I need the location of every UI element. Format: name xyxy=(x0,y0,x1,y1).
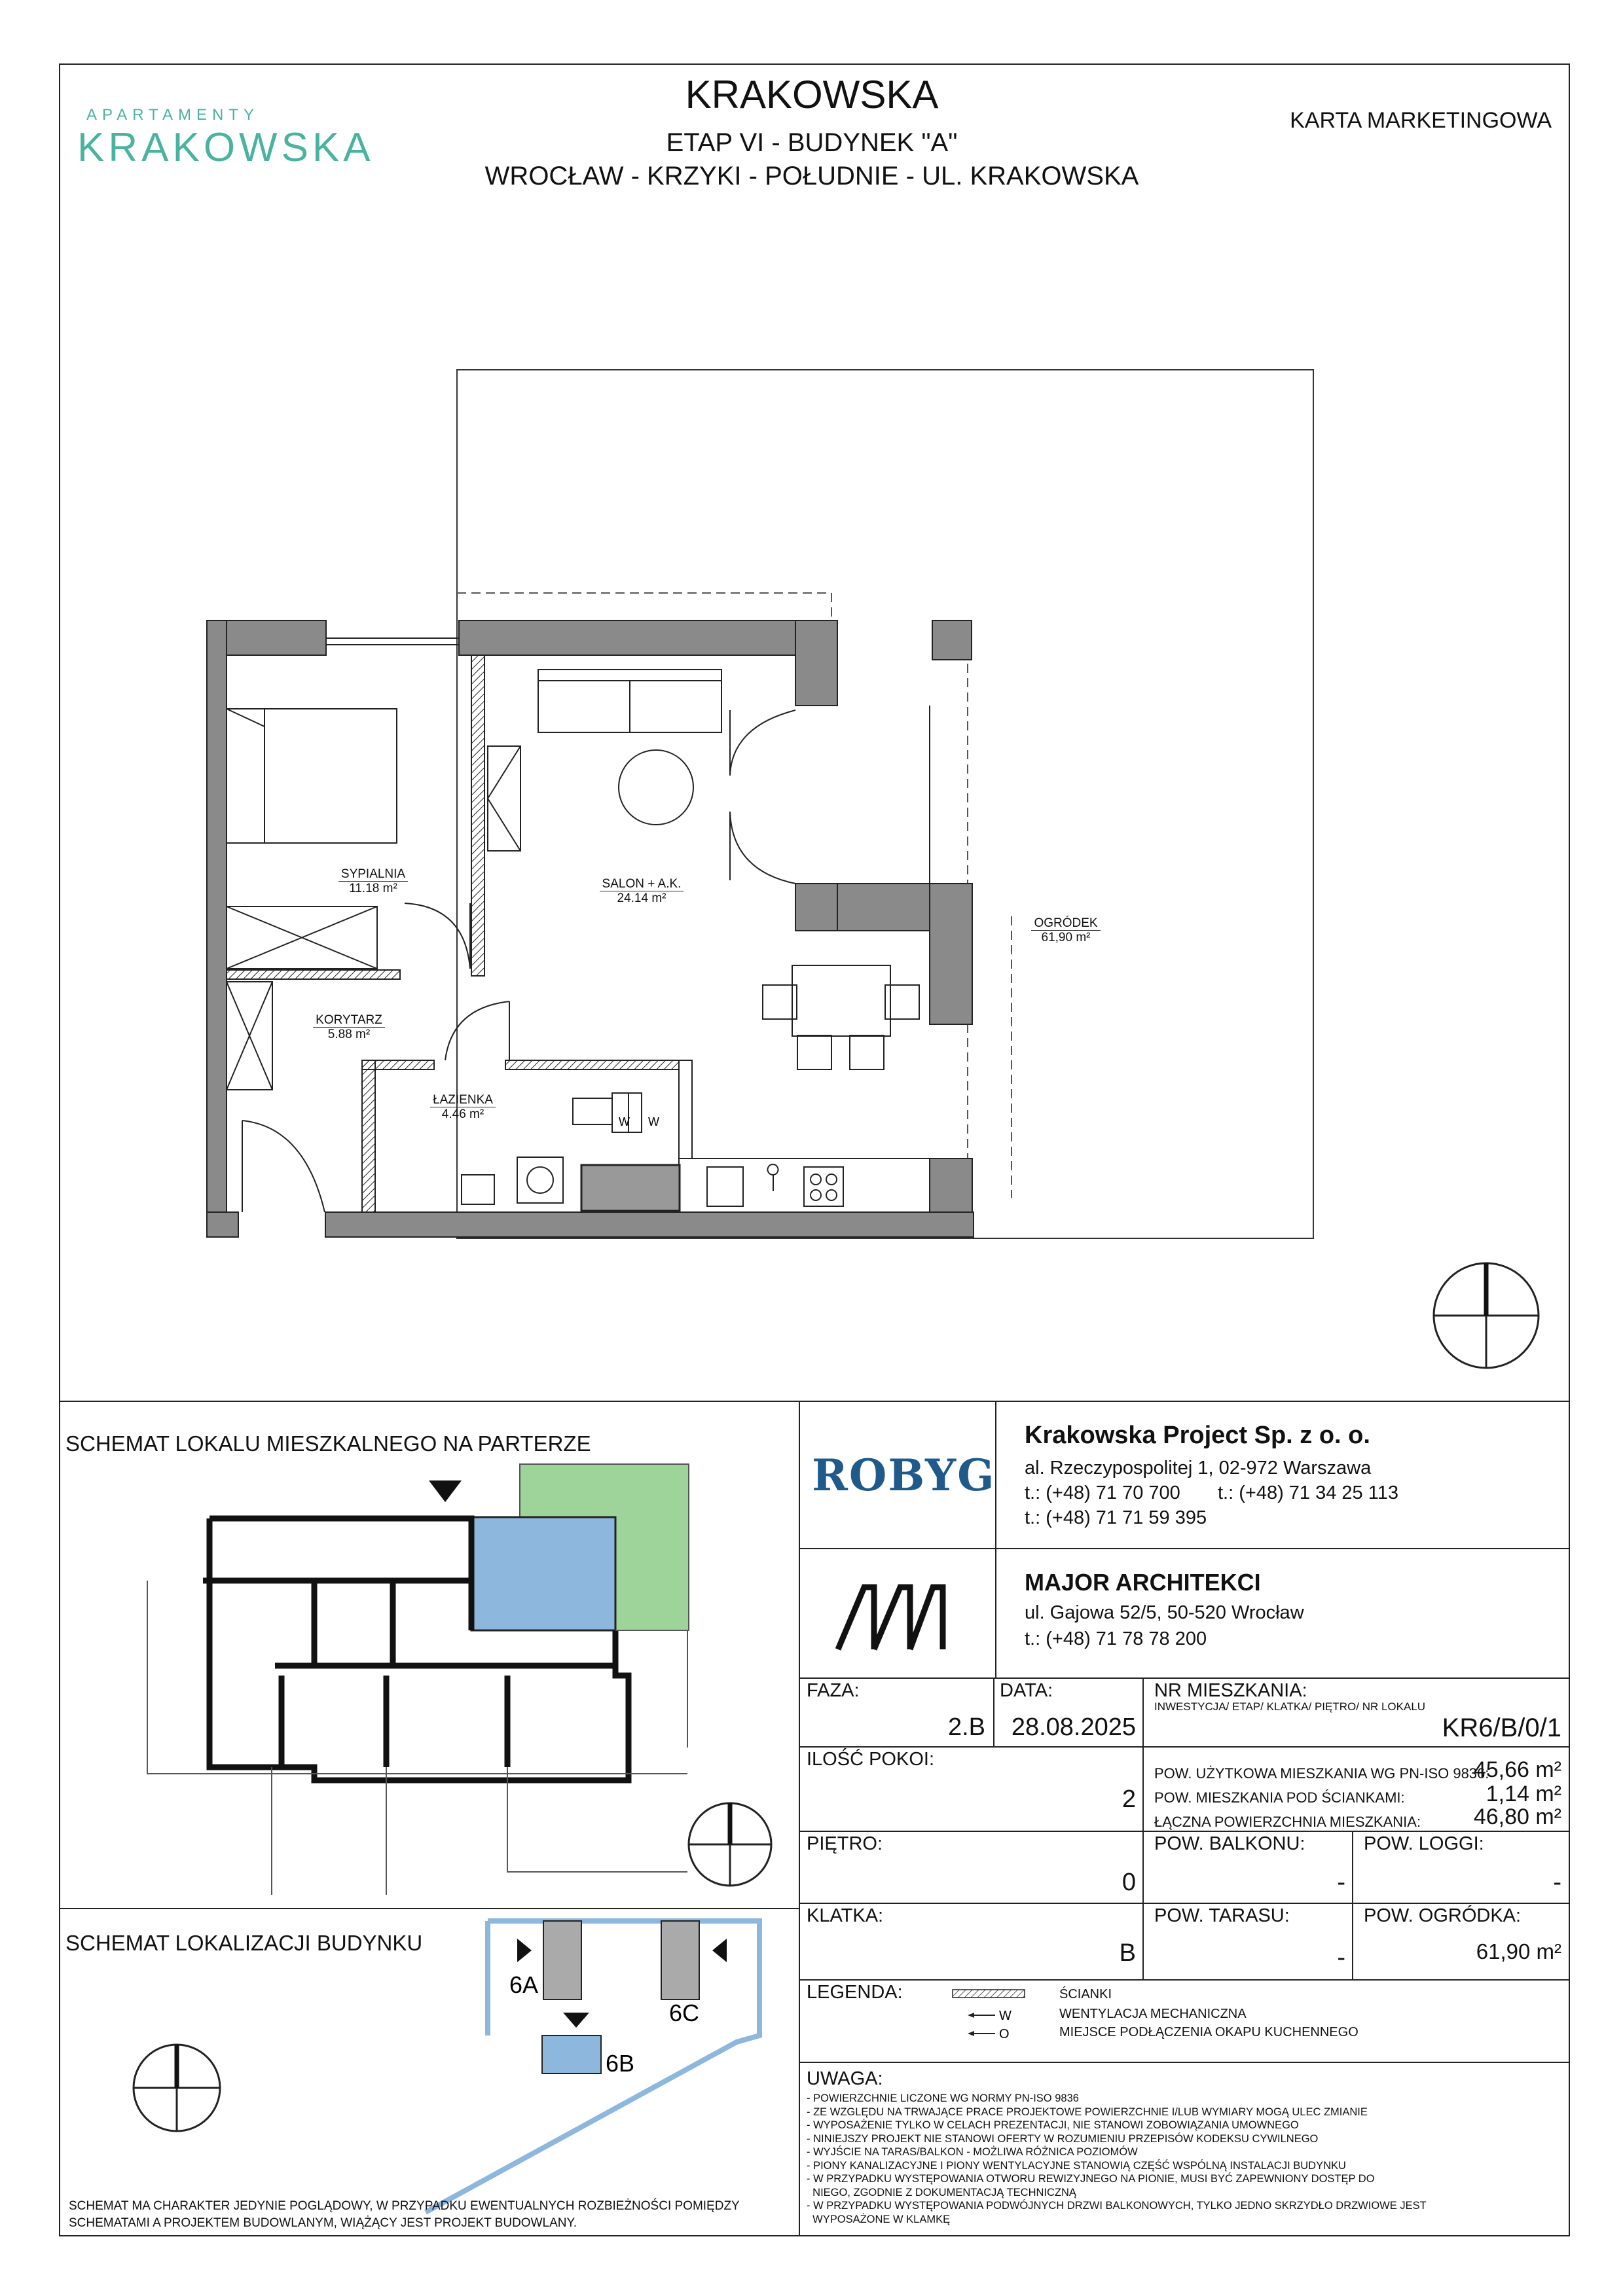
usable-area-value: 45,66 m² xyxy=(1473,1757,1561,1782)
divider-h-dev xyxy=(799,1548,1570,1549)
apartment-number-value: KR6/B/0/1 xyxy=(1442,1713,1561,1742)
legend-item-hood: MIEJSCE PODŁĄCZENIA OKAPU KUCHENNEGO xyxy=(1059,2025,1359,2039)
room-name: KORYTARZ xyxy=(313,1013,385,1028)
data-label: DATA: xyxy=(1000,1680,1053,1701)
legend-symbols xyxy=(949,1986,1054,2052)
note-item: - NINIEJSZY PROJEKT NIE STANOWI OFERTY W ROZUMIENIU PRZEPISÓW KODEKSU CYWILNEGO xyxy=(807,2132,1319,2145)
dining-table xyxy=(792,965,890,1036)
arrow-6B-icon xyxy=(563,2013,589,2028)
stair-value: B xyxy=(1119,1939,1136,1967)
room-name: SALON + A.K. xyxy=(600,877,684,891)
note-item: - WYPOSAŻENIE TYLKO W CELACH PREZENTACJI, NIE STANOWI ZOBOWIĄZANIA UMOWNEGO xyxy=(807,2119,1299,2131)
loggia-value: - xyxy=(1553,1869,1561,1896)
building-6B-label: 6B xyxy=(606,2050,635,2077)
divider-v-balcony xyxy=(1352,1831,1353,1979)
page-subtitle-location: WROCŁAW - KRZYKI - POŁUDNIE - UL. KRAKOWSKA xyxy=(484,162,1139,190)
faza-value: 2.B xyxy=(947,1713,985,1741)
divider-v-main xyxy=(799,1401,800,2236)
building-6B xyxy=(542,2036,601,2073)
divider-h-arch xyxy=(799,1677,1570,1679)
floor-label: PIĘTRO: xyxy=(807,1833,883,1854)
vent-mark-1: W xyxy=(619,1115,630,1128)
terrace-value: - xyxy=(1337,1944,1345,1971)
legend-item-ventilation: WENTYLACJA MECHANICZNA xyxy=(1059,2007,1247,2021)
note-item: - W PRZYPADKU WYSTĘPOWANIA OTWORU REWIZYJNEGO NA PIONIE, MUSI BYĆ ZAPEWNIONY DOSTĘP DO xyxy=(807,2173,1375,2185)
location-scheme xyxy=(0,0,799,2236)
major-architekci-logo xyxy=(835,1581,949,1653)
room-name: ŁAZIENKA xyxy=(430,1093,496,1107)
robyg-logo: ROBYG xyxy=(812,1450,996,1501)
note-item: WYPOSAŻONE W KLAMKĘ xyxy=(807,2213,951,2225)
floor-value: 0 xyxy=(1122,1869,1136,1896)
note-item: - POWIERZCHNIE LICZONE WG NORMY PN-ISO 9836 xyxy=(807,2092,1079,2104)
card-type-label: KARTA MARKETINGOWA xyxy=(1290,108,1552,133)
wall-hatch-symbol xyxy=(953,1990,1025,1998)
ground-floor-scheme-title: SCHEMAT LOKALU MIESZKALNEGO NA PARTERZE xyxy=(65,1431,591,1456)
area-under-walls-label: POW. MIESZKANIA POD ŚCIANKAMI: xyxy=(1154,1789,1405,1806)
architect-phone: t.: (+48) 71 78 78 200 xyxy=(1025,1628,1207,1649)
garden-area-label: POW. OGRÓDKA: xyxy=(1364,1905,1522,1926)
total-area-label: ŁĄCZNA POWIERZCHNIA MIESZKANIA: xyxy=(1154,1814,1421,1830)
location-scheme-title: SCHEMAT LOKALIZACJI BUDYNKU xyxy=(65,1931,423,1955)
note-item: - ZE WZGLĘDU NA TRWAJĄCE PRACE PROJEKTOWE POWIERZCHNIE I/LUB WYMIARY MOGĄ ULEC ZMIANIE xyxy=(807,2106,1368,2118)
room-area: 24.14 m² xyxy=(617,891,666,905)
room-name: OGRÓDEK xyxy=(1031,916,1100,931)
developer-phone-2: t.: (+48) 71 34 25 113 xyxy=(1218,1482,1398,1503)
note-item: - W PRZYPADKU WYSTĘPOWANIA PODWÓJNYCH DRZWI BALKONOWYCH, TYLKO JEDNO SKRZYDŁO DRZWIOWE JEST xyxy=(807,2200,1427,2212)
divider-h-faza xyxy=(799,1746,1570,1748)
architect-address: ul. Gajowa 52/5, 50-520 Wrocław xyxy=(1025,1602,1304,1623)
divider-v-faza xyxy=(993,1677,994,1746)
divider-v-arch xyxy=(995,1548,996,1677)
stair-label: KLATKA: xyxy=(807,1905,884,1926)
location-compass-icon xyxy=(134,2045,220,2131)
architect-name: MAJOR ARCHITEKCI xyxy=(1025,1569,1261,1596)
developer-phone-1: t.: (+48) 71 70 700 xyxy=(1025,1482,1180,1503)
arrow-6C-icon xyxy=(712,1939,727,1962)
scheme-disclaimer: SCHEMAT MA CHARAKTER JEDYNIE POGLĄDOWY, W PRZYPADKU EWENTUALNYCH ROZBIEŻNOŚCI POMIĘDZY SCHEMATAMI A PROJEKTEM BUDOWLANYM, WIĄŻĄCY JEST PROJEKT BUDOWLANY. xyxy=(69,2199,740,2230)
room-area: 4.46 m² xyxy=(441,1107,484,1121)
area-under-walls-value: 1,14 m² xyxy=(1486,1782,1561,1806)
total-area-value: 46,80 m² xyxy=(1473,1804,1561,1829)
legend-item-walls: ŚCIANKI xyxy=(1059,1987,1112,2001)
developer-name: Krakowska Project Sp. z o. o. xyxy=(1025,1422,1370,1449)
notes-title: UWAGA: xyxy=(807,2068,883,2089)
balcony-value: - xyxy=(1337,1869,1345,1896)
balcony-label: POW. BALKONU: xyxy=(1154,1833,1305,1854)
arrow-6A-icon xyxy=(517,1939,532,1962)
logo-top-text: APARTAMENTY xyxy=(86,106,260,124)
note-item: NIEGO, ZGODNIE Z DOKUMENTACJĄ TECHNICZNĄ xyxy=(807,2186,1076,2198)
apartment-number-sub: INWESTYCJA/ ETAP/ KLATKA/ PIĘTRO/ NR LOKALU xyxy=(1154,1700,1426,1713)
room-name: SYPIALNIA xyxy=(338,867,408,882)
divider-h-legend xyxy=(799,2062,1570,2063)
building-6A-label: 6A xyxy=(509,1971,539,1998)
divider-h-rooms xyxy=(799,1831,1570,1832)
hood-symbol-o: O xyxy=(999,2027,1010,2041)
divider-h-stair xyxy=(799,1979,1570,1981)
vent-symbol-w: W xyxy=(999,2009,1012,2023)
vent-mark-2: W xyxy=(648,1115,659,1128)
terrace-label: POW. TARASU: xyxy=(1154,1905,1290,1926)
rooms-count-value: 2 xyxy=(1122,1785,1136,1813)
apartment-number-label: NR MIESZKANIA: xyxy=(1154,1680,1307,1701)
divider-v-rooms xyxy=(1142,1746,1144,1979)
rooms-count-label: ILOŚĆ POKOI: xyxy=(807,1749,934,1770)
room-area: 11.18 m² xyxy=(349,882,397,895)
legend-title: LEGENDA: xyxy=(807,1982,903,2003)
developer-phone-3: t.: (+48) 71 71 59 395 xyxy=(1025,1507,1207,1528)
page-title: KRAKOWSKA xyxy=(685,73,939,117)
data-value: 28.08.2025 xyxy=(1011,1713,1136,1741)
garden-area-value: 61,90 m² xyxy=(1476,1939,1561,1964)
developer-address: al. Rzeczypospolitej 1, 02-972 Warszawa xyxy=(1025,1458,1372,1479)
room-label-garden xyxy=(1027,916,1105,945)
loggia-label: POW. LOGGI: xyxy=(1364,1833,1484,1854)
logo-bottom-text: KRAKOWSKA xyxy=(77,125,374,170)
building-6C xyxy=(661,1921,699,2000)
usable-area-label: POW. UŻYTKOWA MIESZKANIA WG PN-ISO 9836: xyxy=(1154,1765,1489,1782)
divider-h-floor xyxy=(799,1903,1570,1904)
note-item: - WYJŚCIE NA TARAS/BALKON - MOŻLIWA RÓŻNICA POZIOMÓW xyxy=(807,2146,1138,2158)
faza-label: FAZA: xyxy=(807,1680,860,1701)
note-item: - PIONY KANALIZACYJNE I PIONY WENTYLACYJNE STANOWIĄ CZĘŚĆ WSPÓLNĄ INSTALACJI BUDYNKU xyxy=(807,2159,1346,2172)
compass-icon xyxy=(1434,1263,1539,1368)
notes-list xyxy=(807,2092,1427,2226)
room-area: 61,90 m² xyxy=(1041,931,1091,944)
divider-v-data xyxy=(1142,1677,1144,1746)
page-subtitle-stage: ETAP VI - BUDYNEK "A" xyxy=(666,128,958,157)
building-6A xyxy=(543,1921,581,2000)
building-6C-label: 6C xyxy=(669,2000,700,2026)
room-area: 5.88 m² xyxy=(327,1028,371,1041)
